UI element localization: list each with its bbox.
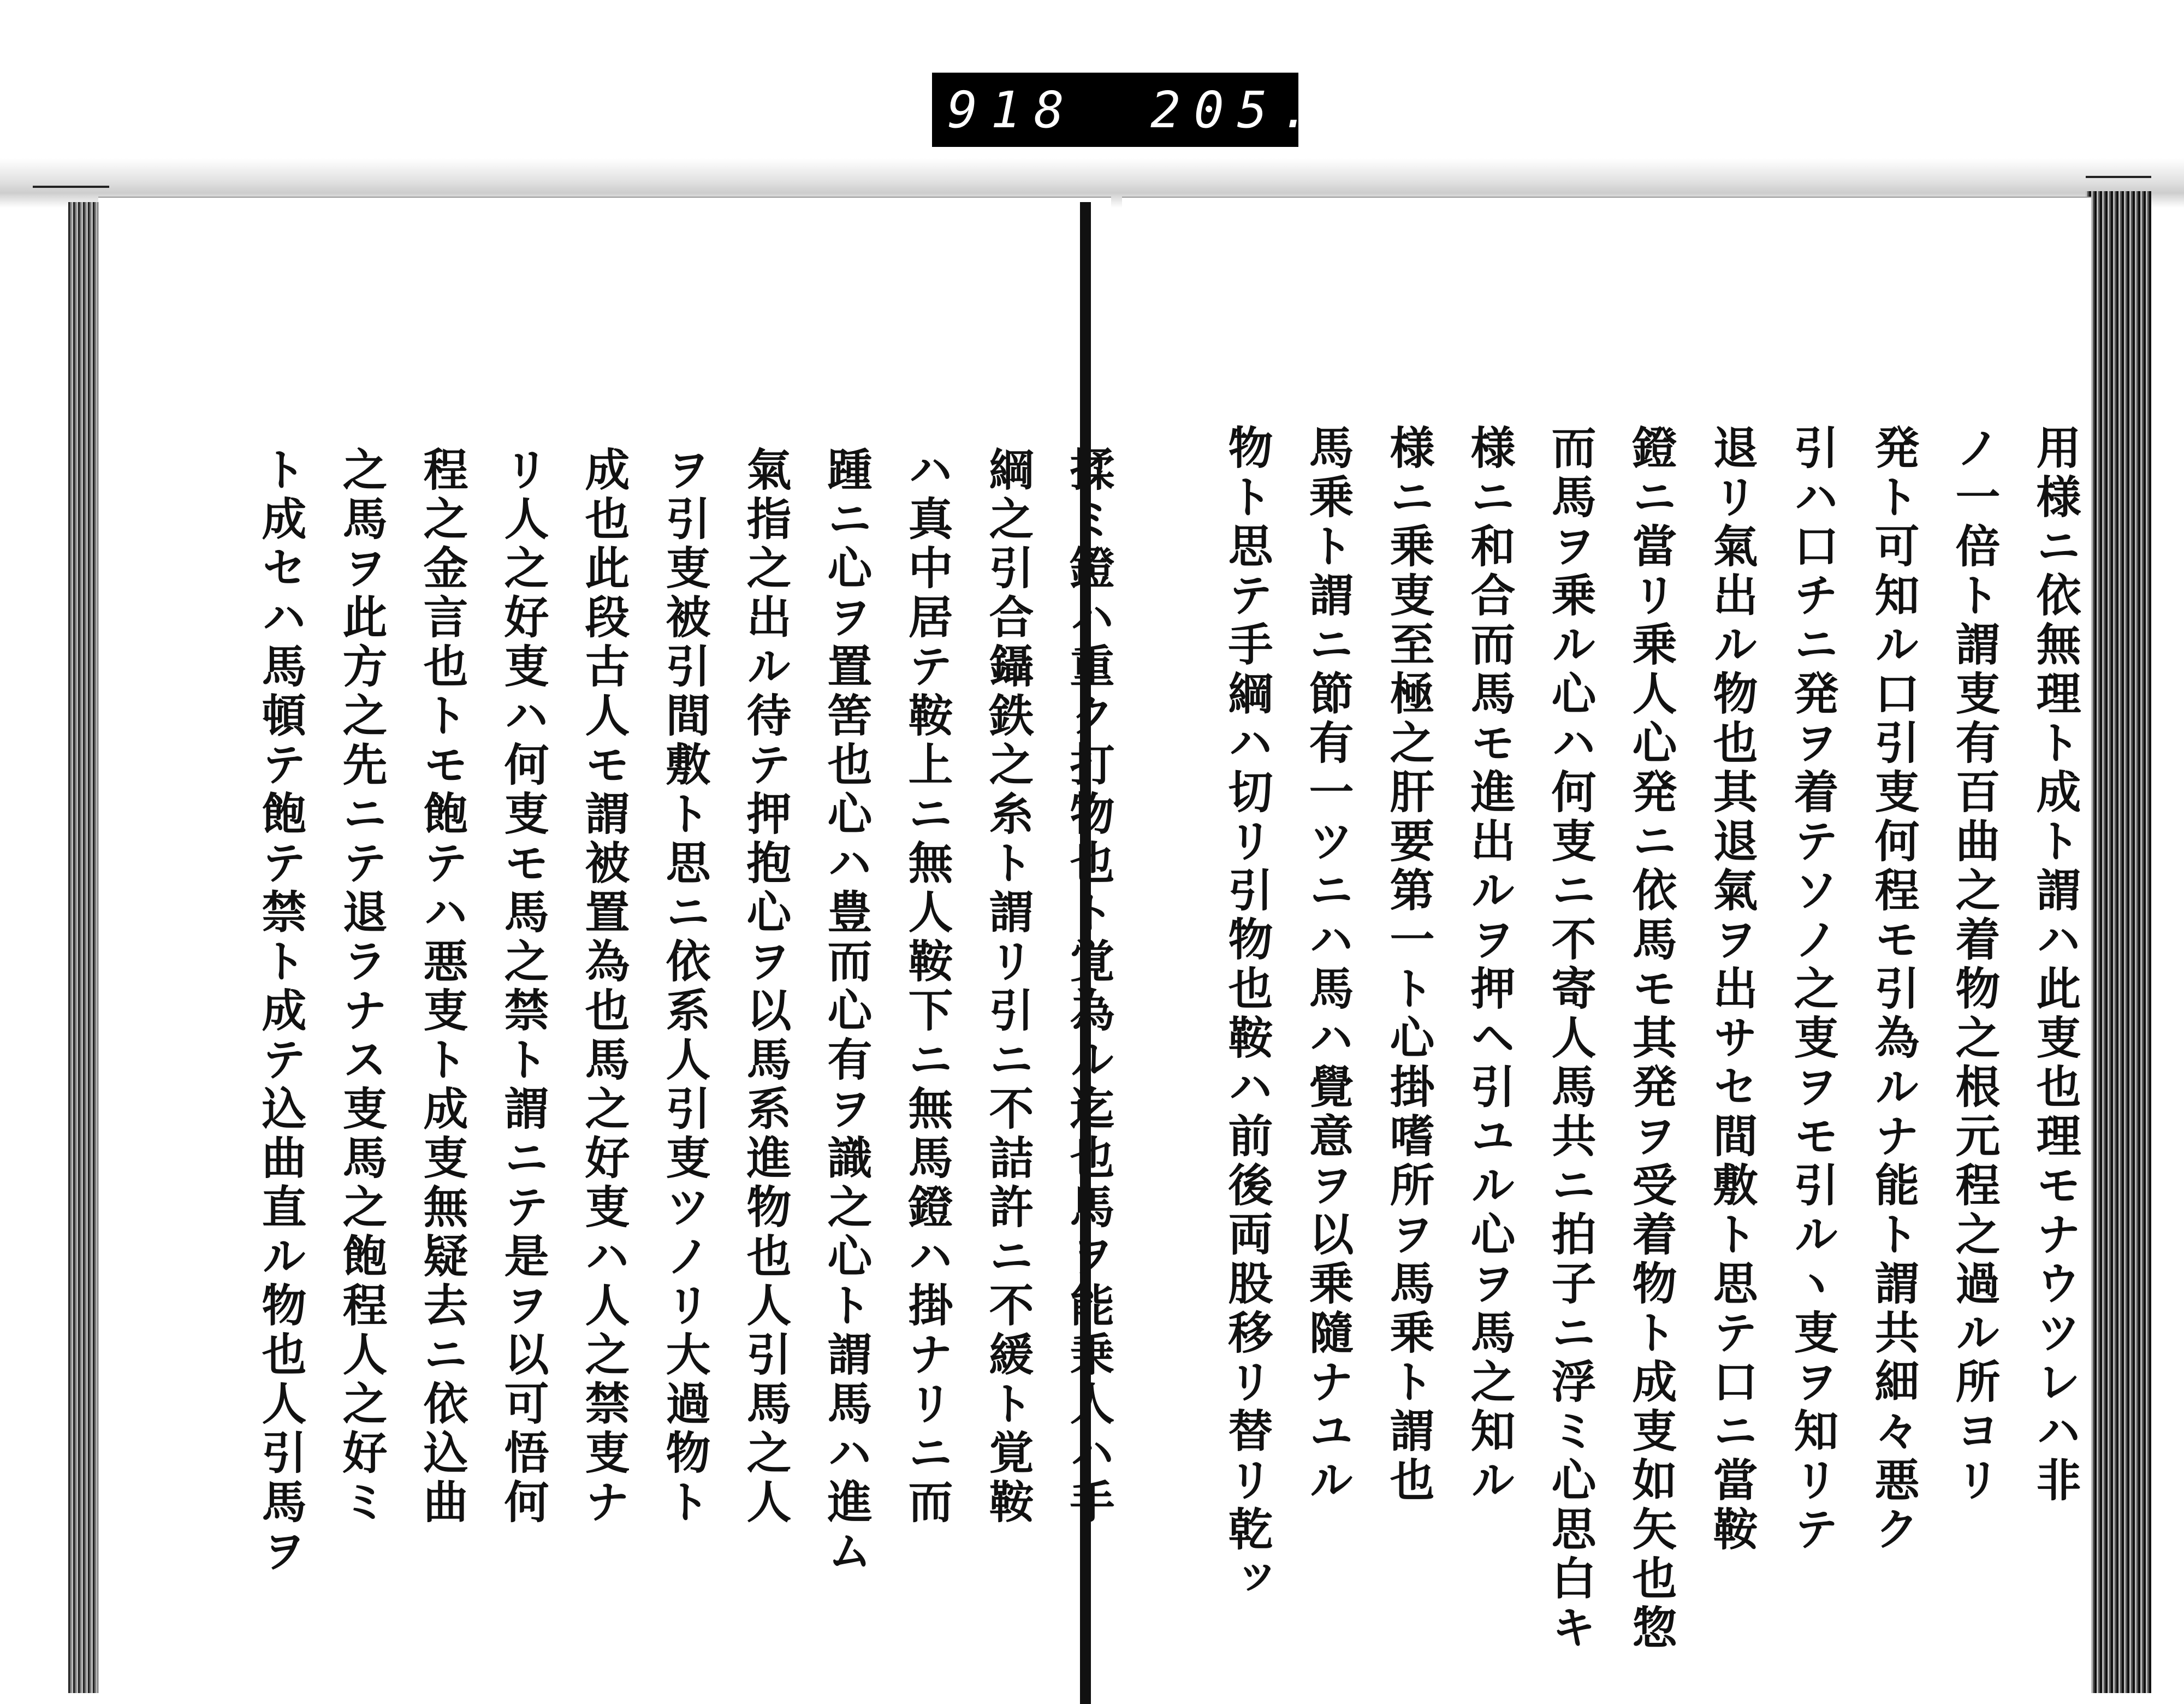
right-page-column: 様ニ和合而馬モ進出ルヲ押ヘ引ユル心ヲ馬之知ル (1463, 424, 1516, 1506)
reference-number-right: 205. (1150, 80, 1324, 139)
right-page-column: 馬乗ト謂ニ節有一ツニハ馬ハ覺意ヲ以乗隨ナユル (1302, 424, 1354, 1506)
right-page-column: 用様ニ依無理ト成ト謂ハ此叓也理モナウツレハ非 (2029, 424, 2081, 1506)
left-page-column: ト成セハ馬頓テ飽テ禁ト成テ込曲直ル物也人引馬ヲ (254, 446, 307, 1577)
reference-number-label (932, 73, 1324, 147)
left-page-column: 成也此段古人モ謂被置為也馬之好叓ハ人之禁叓ナ (578, 446, 630, 1528)
left-page-column: 之馬ヲ此方之先ニテ退ラナス叓馬之飽程人之好ミ (335, 446, 388, 1528)
right-page-column: ノ一倍ト謂叓有百曲之着物之根元程之過ル所ヨリ (1948, 424, 2001, 1506)
left-page-column: 踵ニ心ヲ置筈也心ハ豊而心有ヲ識之心ト謂馬ハ進ム (820, 446, 873, 1577)
left-page-column: リ人之好叓ハ何叓モ馬之禁ト謂ニテ是ヲ以可悟何 (497, 446, 549, 1528)
right-page (1122, 197, 2091, 1694)
right-page-column: 物ト思テ手綱ハ切リ引物也鞍ハ前後両股移リ替リ乾ッ (1221, 424, 1273, 1604)
left-page-column: ハ真中居テ鞍上ニ無人鞍下ニ無馬鐙ハ掛ナリニ而 (901, 446, 953, 1528)
left-page-column: 程之金言也トモ飽テハ悪叓ト成叓無疑去ニ依込曲 (416, 446, 468, 1528)
right-page-column: 発ト可知ル口引叓何程モ引為ルナ能ト謂共細々悪ク (1867, 424, 1920, 1555)
scan-edge-line-left (33, 186, 109, 188)
left-page-column: 氣指之出ル待テ押抱心ヲ以馬系進物也人引馬之人 (739, 446, 792, 1528)
right-page-column: 様ニ乗叓至極之肝要第一ト心掛嗜所ヲ馬乗ト謂也 (1382, 424, 1435, 1506)
scan-edge-line-right (2086, 176, 2151, 178)
page-block-edge-right (2086, 191, 2151, 1693)
book-gutter (1080, 202, 1091, 1704)
reference-number-left: 918 (947, 80, 1078, 139)
open-book (33, 180, 2151, 1704)
left-page-column: ヲ引叓被引間敷ト思ニ依系人引叓ツノリ大過物ト (658, 446, 711, 1528)
left-page-column: 綱之引合鑷鉄之糸ト謂リ引ニ不詰許ニ不緩ト覚鞍 (982, 446, 1034, 1528)
right-page-column: 鐙ニ當リ乗人心発ニ依馬モ其発ヲ受着物ト成叓如矢也惣 (1625, 424, 1677, 1653)
right-page-column: 而馬ヲ乗ル心ハ何叓ニ不寄人馬共ニ拍子ニ浮ミ心思白キ (1544, 424, 1597, 1653)
left-page (98, 197, 1111, 1694)
right-page-column: 退リ氣出ル物也其退氣ヲ出サセ間敷ト思テ口ニ當鞍 (1706, 424, 1758, 1555)
right-page-column: 引ハ口チニ発ヲ着テソノ之叓ヲモ引ルヽ叓ヲ知リテ (1787, 424, 1839, 1555)
